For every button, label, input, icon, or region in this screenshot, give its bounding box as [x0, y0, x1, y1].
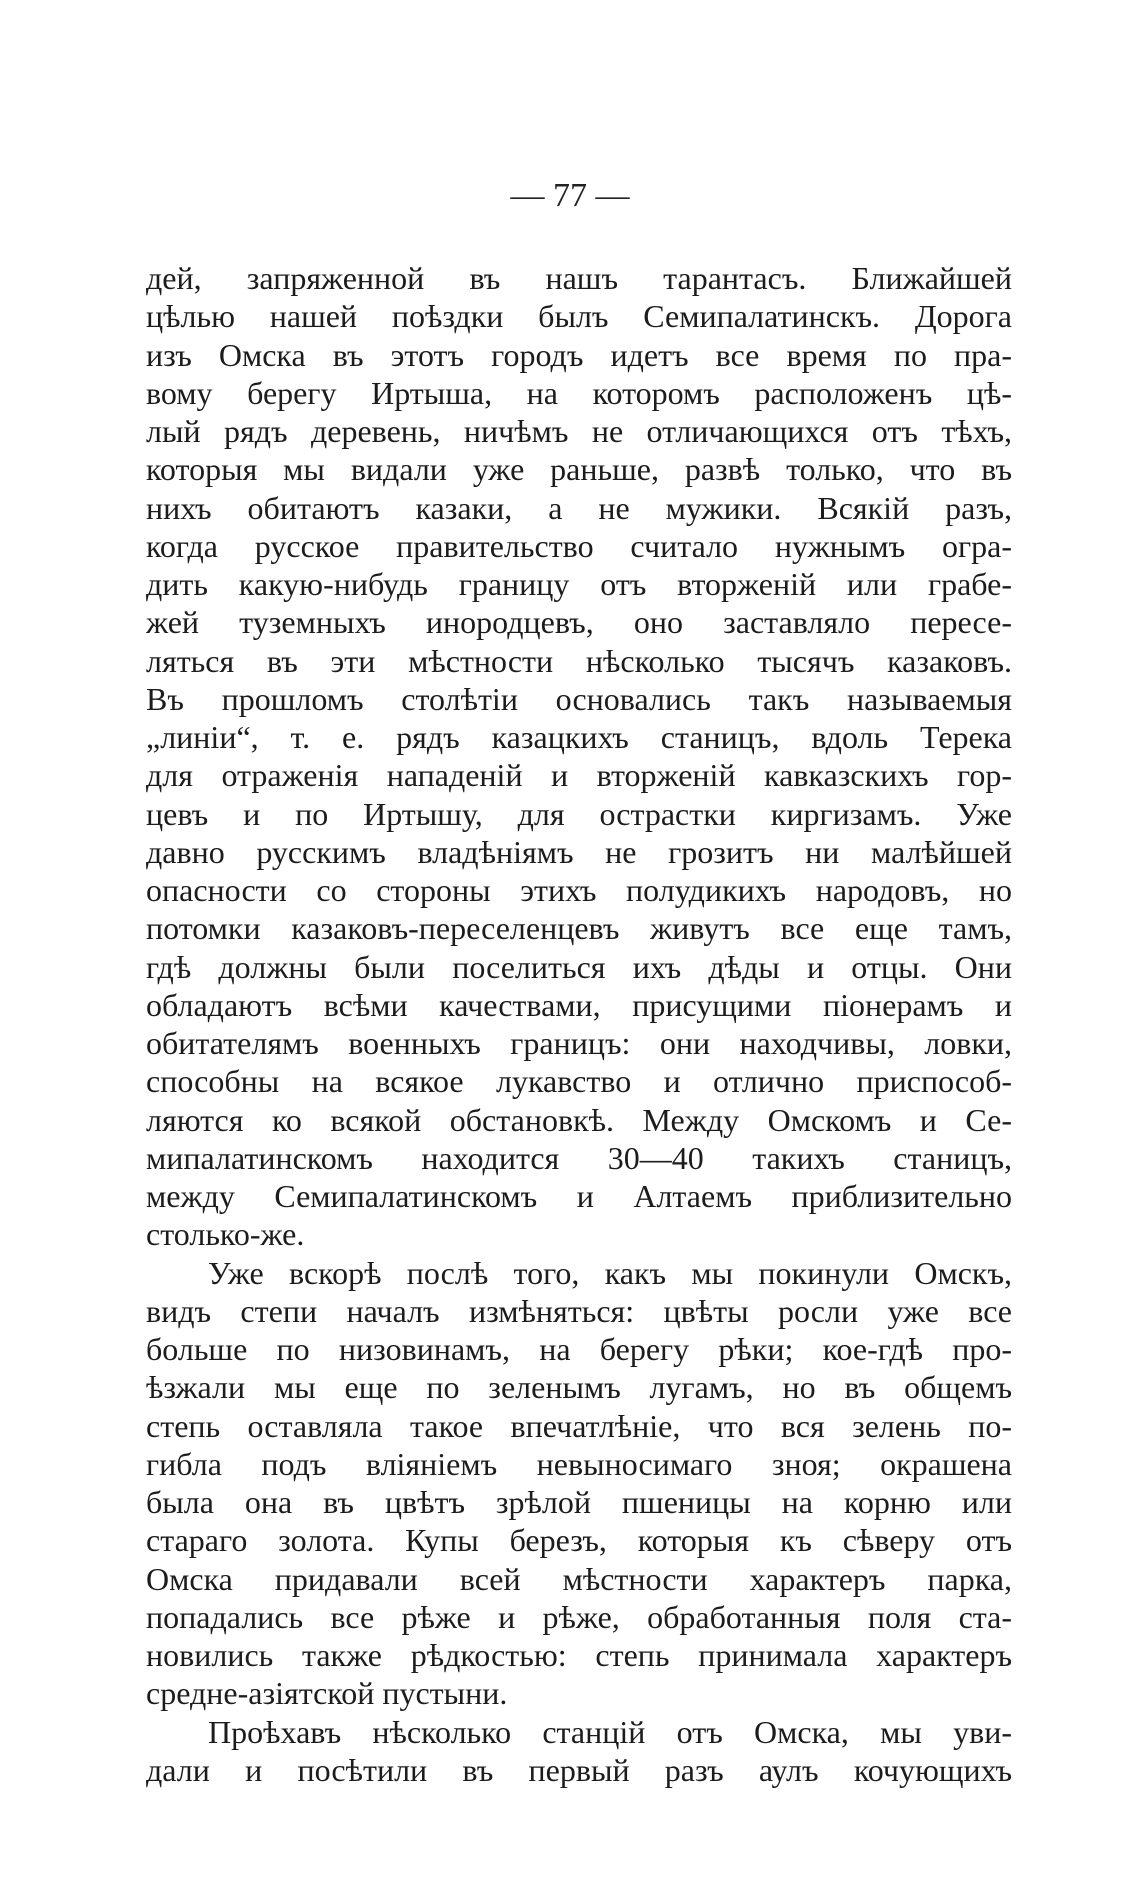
- text-line: ляются ко всякой обстановкѣ. Между Омскомъ и Се-: [146, 1101, 1012, 1138]
- text-line: нихъ обитаютъ казаки, а не мужики. Всякій разъ,: [146, 489, 1012, 526]
- text-line: ѣзжали мы еще по зеленымъ лугамъ, но въ общемъ: [146, 1369, 1012, 1406]
- text-line: цѣлью нашей поѣздки былъ Семипалатинскъ. Дорога: [146, 298, 1012, 335]
- text-line: которыя мы видали уже раньше, развѣ только, что въ: [146, 451, 1012, 488]
- paragraph-1: [146, 259, 1012, 1254]
- text-line: Проѣхавъ нѣсколько станцій отъ Омска, мы уви-: [208, 1713, 1012, 1750]
- text-line: гибла подъ вліяніемъ невыносимаго зноя; окрашена: [146, 1445, 1012, 1482]
- text-line: „линіи“, т. е. рядъ казацкихъ станицъ, вдоль Терека: [146, 719, 1012, 755]
- text-line: новились также рѣдкостью: степь принимала характеръ: [146, 1637, 1012, 1673]
- text-line: цевъ и по Иртышу, для острастки киргизамъ. Уже: [146, 795, 1012, 832]
- text-line: дей, запряженной въ нашъ тарантасъ. Ближайшей: [146, 260, 1012, 296]
- text-line: стараго золота. Купы березъ, которыя къ сѣверу отъ: [146, 1522, 1012, 1559]
- page-number: — 77 —: [510, 177, 630, 214]
- text-line: степь оставляла такое впечатлѣніе, что вся зелень по-: [146, 1407, 1012, 1444]
- text-line: средне-азіятской пустыни.: [146, 1675, 508, 1712]
- text-line: лый рядъ деревень, ничѣмъ не отличающихся отъ тѣхъ,: [146, 413, 1012, 449]
- text-line: изъ Омска въ этотъ городъ идетъ все время по пра-: [146, 336, 1012, 373]
- text-line: обитателямъ военныхъ границъ: они находчивы, ловки,: [146, 1025, 1012, 1061]
- text-line: потомки казаковъ-переселенцевъ живутъ все еще тамъ,: [146, 910, 1012, 947]
- text-line: дить какую-нибудь границу отъ вторженій или грабе-: [146, 566, 1012, 602]
- text-line: гдѣ должны были поселиться ихъ дѣды и отцы. Они: [146, 948, 1012, 985]
- text-line: давно русскимъ владѣніямъ не грозитъ ни малѣйшей: [146, 833, 1012, 870]
- text-line: способны на всякое лукавство и отлично приспособ-: [146, 1063, 1012, 1100]
- text-line: мипалатинскомъ находится 30—40 такихъ станицъ,: [146, 1139, 1012, 1176]
- text-line: опасности со стороны этихъ полудикихъ народовъ, но: [146, 872, 1012, 908]
- text-line: дали и посѣтили въ первый разъ аулъ кочующихъ: [146, 1751, 1012, 1788]
- text-line: Уже вскорѣ послѣ того, какъ мы покинули Омскъ,: [208, 1254, 1012, 1291]
- paragraph-3: [146, 1713, 1012, 1790]
- text-line: когда русское правительство считало нужнымъ огра-: [146, 527, 1012, 564]
- text-line: Въ прошломъ столѣтіи основались такъ называемыя: [146, 680, 1012, 717]
- paragraph-2: [146, 1254, 1012, 1713]
- text-line: вому берегу Иртыша, на которомъ расположенъ цѣ-: [146, 374, 1012, 411]
- text-line: Омска придавали всей мѣстности характеръ парка,: [146, 1560, 1012, 1597]
- text-line: попадались все рѣже и рѣже, обработанныя поля ста-: [146, 1598, 1012, 1635]
- text-line: для отраженія нападеній и вторженій кавказскихъ гор-: [146, 757, 1012, 794]
- text-line: между Семипалатинскомъ и Алтаемъ приблизительно: [146, 1178, 1012, 1214]
- text-line: обладаютъ всѣми качествами, присущими піонерамъ и: [146, 986, 1012, 1023]
- body-text: [146, 259, 1012, 1789]
- text-line: столько-же.: [146, 1216, 305, 1253]
- text-line: жей туземныхъ инородцевъ, оно заставляло пересе-: [146, 604, 1012, 641]
- text-line: ляться въ эти мѣстности нѣсколько тысячъ казаковъ.: [146, 642, 1012, 679]
- text-line: была она въ цвѣтъ зрѣлой пшеницы на корню или: [146, 1484, 1012, 1520]
- text-line: видъ степи началъ измѣняться: цвѣты росли уже все: [146, 1292, 1012, 1329]
- text-line: больше по низовинамъ, на берегу рѣки; кое-гдѣ про-: [146, 1331, 1012, 1367]
